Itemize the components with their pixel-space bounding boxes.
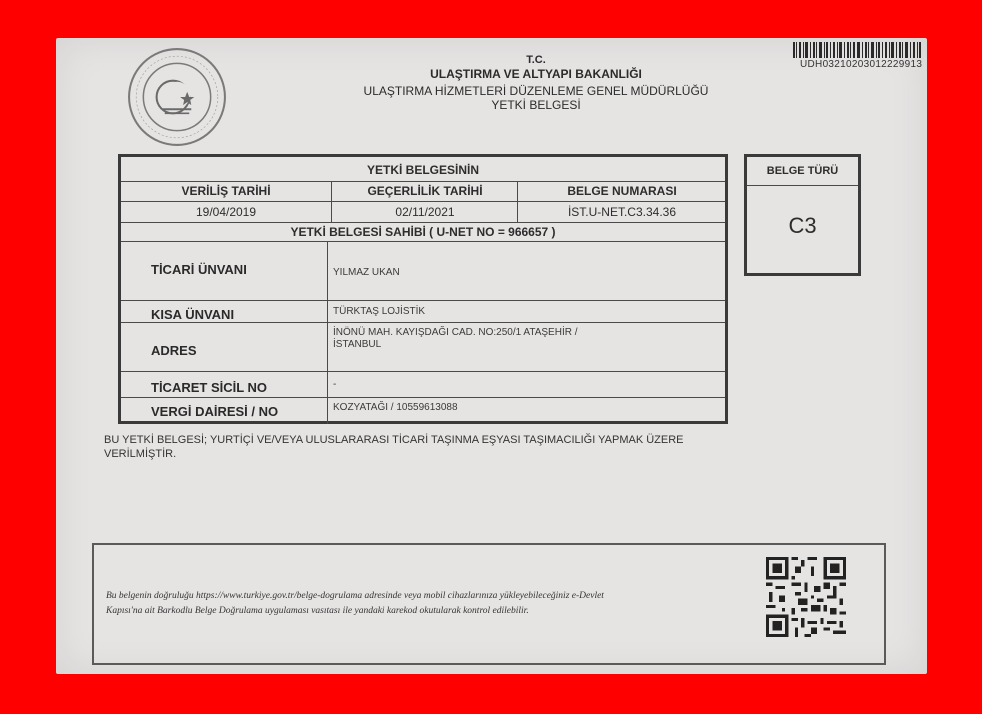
- note-line-2: VERİLMİŞTİR.: [104, 448, 177, 460]
- header-doc-type: YETKİ BELGESİ: [491, 98, 581, 112]
- qr-code-icon[interactable]: [766, 557, 846, 637]
- issue-date-value: 19/04/2019: [195, 205, 257, 219]
- document-type-title: BELGE TÜRÜ: [766, 165, 839, 177]
- ministry-seal-icon: [126, 46, 228, 148]
- col-header-validity-date: GEÇERLİLİK TARİHİ: [367, 184, 483, 198]
- col-header-issue-date: VERİLİŞ TARİHİ: [181, 184, 271, 198]
- verification-box: [92, 543, 886, 665]
- table-title: YETKİ BELGESİNİN: [366, 163, 479, 177]
- validity-date-value: 02/11/2021: [395, 205, 455, 219]
- value-short-name: TÜRKTAŞ LOJİSTİK: [333, 306, 426, 317]
- authorization-table: [118, 154, 728, 424]
- barcode-number: UDH03210203012229913: [800, 59, 923, 70]
- owner-header: YETKİ BELGESİ SAHİBİ ( U-NET NO = 966657 ): [290, 225, 556, 239]
- label-tax-office: VERGİ DAİRESİ / NO: [151, 404, 279, 419]
- document-paper: [56, 38, 927, 674]
- value-tax-office: KOZYATAĞI / 10559613088: [333, 402, 458, 413]
- authorization-note: [104, 433, 744, 461]
- verification-line-2: Kapısı'na ait Barkodlu Belge Doğrulama uygulaması vasıtası ile yandaki karekod okutularak kontrol edilebilir.: [106, 606, 529, 616]
- header-tc: T.C.: [526, 54, 546, 66]
- doc-number-value: İST.U-NET.C3.34.36: [567, 205, 677, 219]
- header-ministry: ULAŞTIRMA VE ALTYAPI BAKANLIĞI: [430, 67, 642, 81]
- col-header-doc-number: BELGE NUMARASI: [567, 184, 677, 198]
- label-trade-name: TİCARİ ÜNVANI: [151, 262, 247, 277]
- label-short-name: KISA ÜNVANI: [151, 307, 235, 322]
- header-directorate: ULAŞTIRMA HİZMETLERİ DÜZENLEME GENEL MÜDÜRLÜĞÜ: [363, 84, 709, 98]
- label-trade-registry: TİCARET SİCİL NO: [151, 380, 268, 395]
- value-trade-name: YILMAZ UKAN: [333, 267, 400, 278]
- document-type-box: [744, 154, 861, 276]
- verification-line-1: Bu belgenin doğruluğu https://www.turkiye.gov.tr/belge-dogrulama adresinde veya mobil cihazlarınıza yükleyebileceğiniz e-Devlet: [106, 591, 604, 601]
- note-line-1: BU YETKİ BELGESİ; YURTİÇİ VE/VEYA ULUSLARARASI TİCARİ TAŞINMA EŞYASI TAŞIMACILIĞI YAPMAK ÜZERE: [104, 434, 684, 446]
- value-address-line2: İSTANBUL: [333, 339, 382, 350]
- value-address-line1: İNÖNÜ MAH. KAYIŞDAĞI CAD. NO:250/1 ATAŞEHİR /: [333, 327, 578, 338]
- document-type-value: C3: [788, 213, 817, 238]
- verification-text: [106, 589, 726, 619]
- barcode-icon: [793, 42, 921, 58]
- label-address: ADRES: [151, 343, 197, 358]
- value-trade-registry: -: [333, 379, 337, 390]
